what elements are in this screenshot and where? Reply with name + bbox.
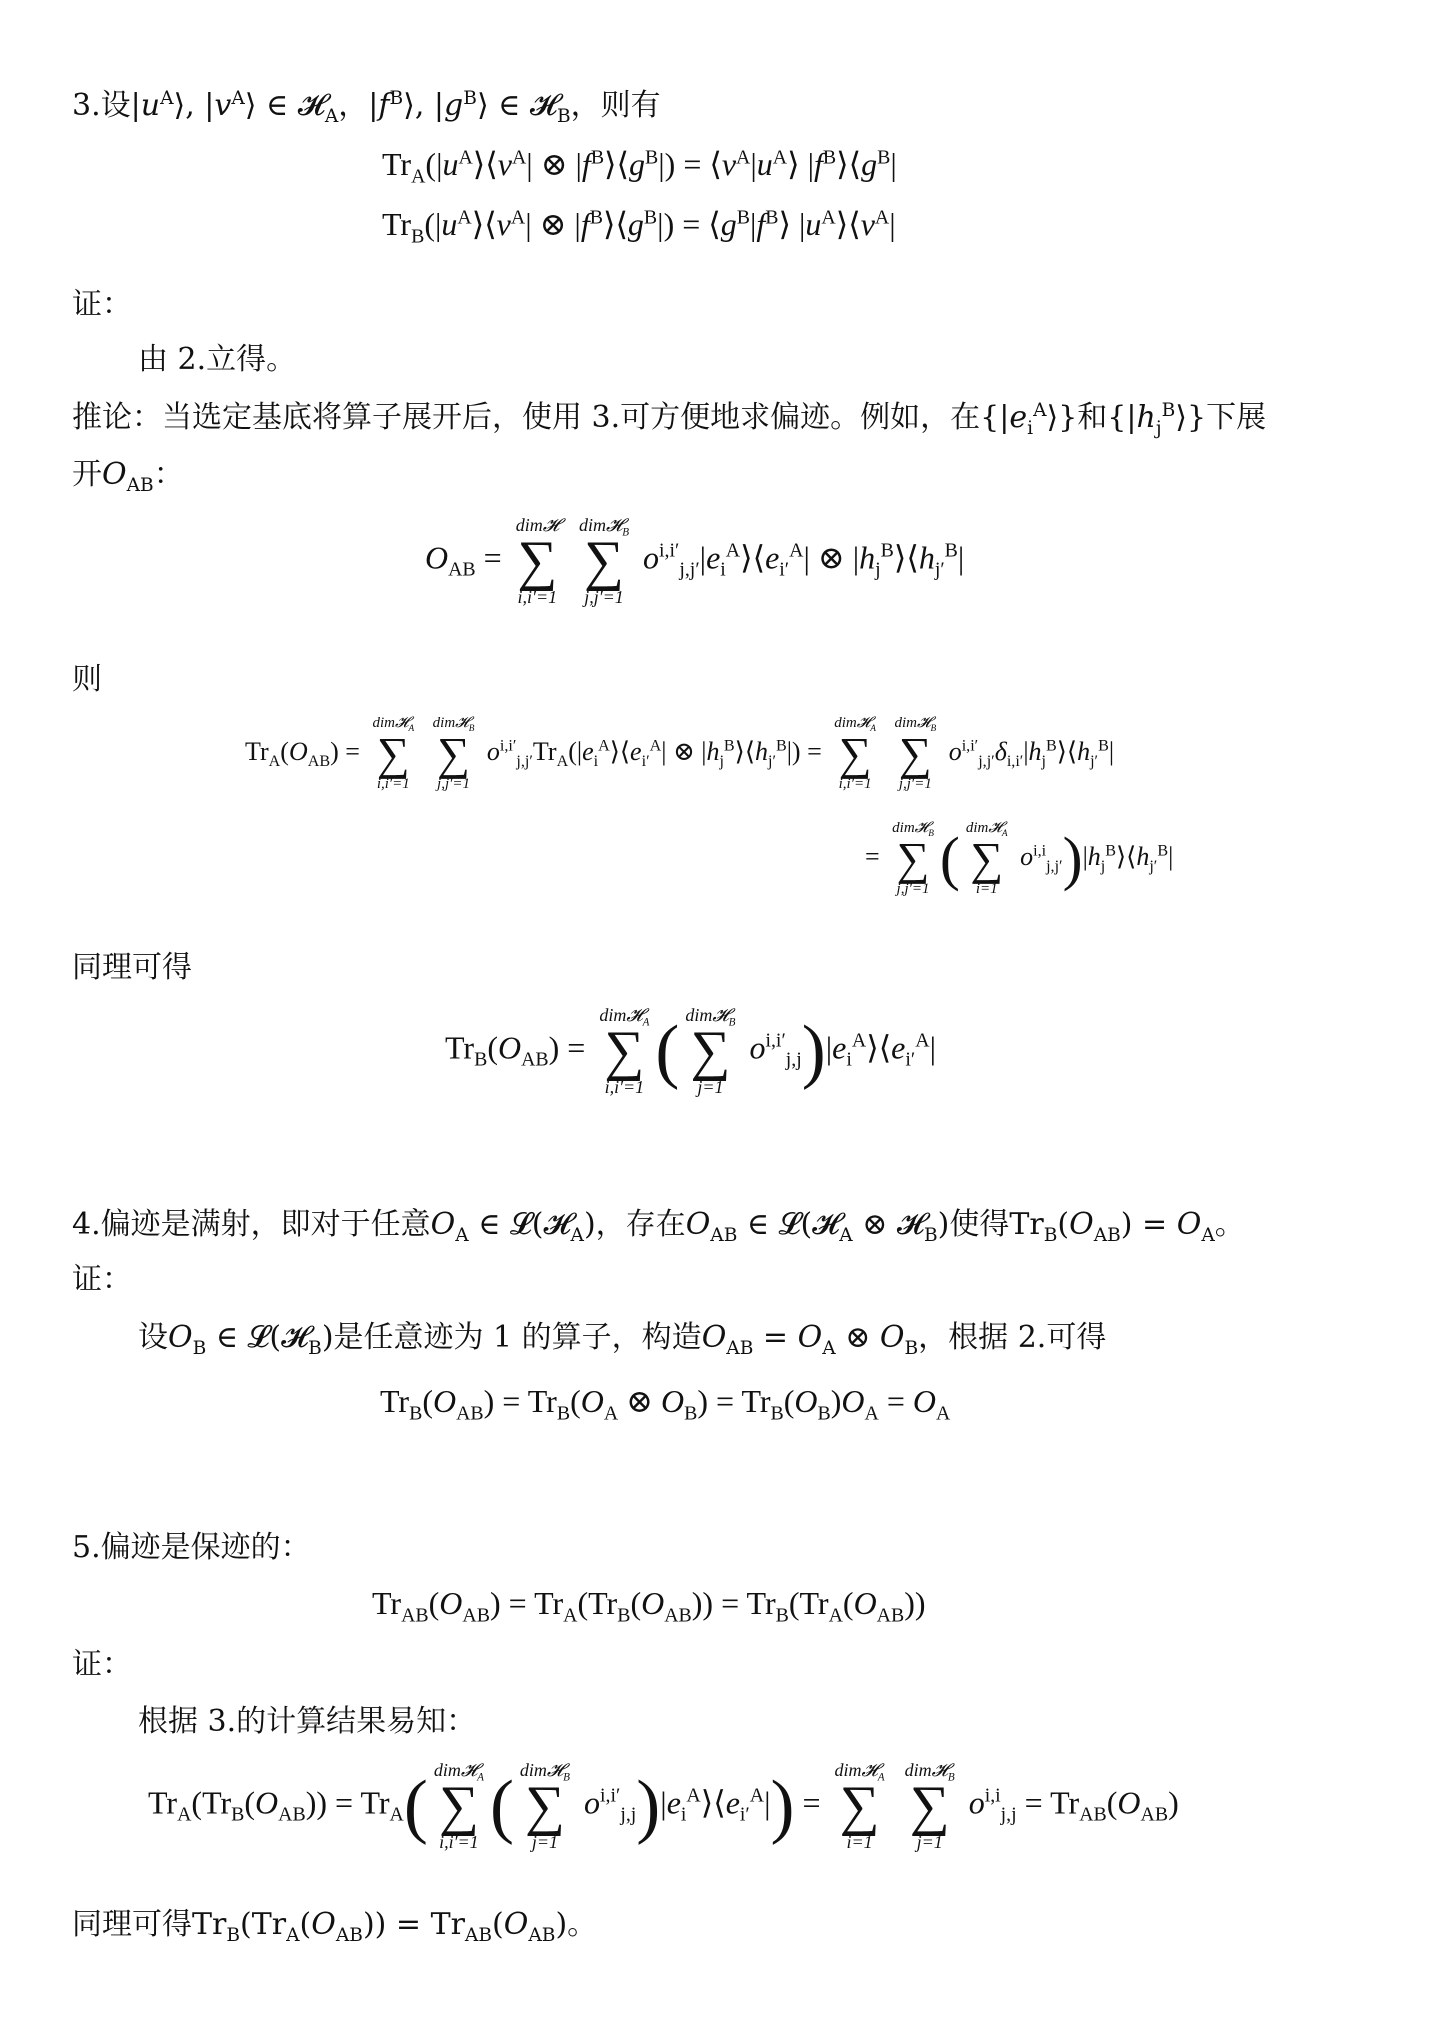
item3-statement: 3.设$|u^A⟩$, $|v^A⟩$ ∈ 𝓗$_A$，$|f^B⟩$, $|g^B⟩$ ∈ 𝓗$_B$，则有	[72, 88, 661, 127]
item5-proof-eq: $Tr_A(Tr_B(O_{AB})) = Tr_A$( dim𝓗$_A$ ∑ i,i′=1 ( dim𝓗$_B$ ∑ j=1 $o^{i,i'}_{j,j})|e_i^A⟩⟨e_{i'}^A|$) = dim𝓗$_A$ ∑ i=1 dim𝓗$_B$ ∑ j=1 $o^{i,i}_{j,j} = Tr_{AB}(O_{AB})$	[148, 1760, 1179, 1852]
item3-eq2: $Tr_B(|u^A⟩⟨v^A|$ ⊗ $|f^B⟩⟨g^B|$) = $⟨g^B|f^B⟩$ $|u^A⟩⟨v^A|$	[382, 206, 896, 248]
item4-eq: $Tr_B(O_{AB}) = Tr_B(O_A$ ⊗ $O_B) = Tr_B(O_B)O_A = O_A$	[380, 1383, 951, 1425]
then-label: 则	[72, 662, 102, 697]
similarly-label: 同理可得	[72, 950, 192, 985]
item4-statement: 4.偏迹是满射，即对于任意$O_A$ ∈ 𝓛(𝓗$_A$)，存在$O_{AB}$ ∈ 𝓛(𝓗$_A$ ⊗ 𝓗$_B$)使得$Tr_B(O_{AB}) = O_A$。	[72, 1207, 1245, 1246]
item5-proof-label: 证：	[72, 1647, 132, 1682]
item5-conclusion: 同理可得$Tr_B(Tr_A(O_{AB})) = Tr_{AB}(O_{AB})$。	[72, 1907, 598, 1946]
item4-proof-text: 设$O_B$ ∈ 𝓛(𝓗$_B$)是任意迹为 1 的算子，构造$O_{AB} = O_A$ ⊗ $O_B$，根据 2.可得	[138, 1320, 1107, 1359]
traceB-eq: $Tr_B(O_{AB})$ = dim𝓗$_A$ ∑ i,i′=1 ( dim𝓗$_B$ ∑ j=1 $o^{i,i'}_{j,j})|e_i^A⟩⟨e_{i'}^A|$	[445, 1005, 936, 1097]
item5-statement: 5.偏迹是保迹的：	[72, 1530, 311, 1565]
expansion-eq: $O_{AB}$ = dim𝓗 ∑ i,i′=1 dim𝓗$_B$ ∑ j,j′=1 $o^{i,i'}_{j,j'}|e_i^A⟩⟨e_{i'}^A|$ ⊗ $|h_j^B⟩⟨h_{j'}^B|$	[425, 515, 965, 607]
item3-eq1: $Tr_A(|u^A⟩⟨v^A|$ ⊗ $|f^B⟩⟨g^B|$) = $⟨v^A|u^A⟩$ $|f^B⟩⟨g^B|$	[382, 146, 897, 188]
item5-proof-text: 根据 3.的计算结果易知：	[138, 1704, 477, 1739]
item4-proof-label: 证：	[72, 1262, 132, 1297]
corollary-line1: 推论：当选定基底将算子展开后，使用 3.可方便地求偏迹。例如，在$\{|e_i^A⟩\}$和$\{|h_j^B⟩\}$下展	[72, 400, 1267, 439]
corollary-line2: 开$O_{AB}$：	[72, 457, 184, 496]
traceA-line2: = dim𝓗$_B$ ∑ j,j′=1 ( dim𝓗$_A$ ∑ i=1 $o^{i,i}_{j,j'})|h_j^B⟩⟨h_{j'}^B|$	[865, 820, 1174, 897]
item3-proof-label: 证：	[72, 287, 132, 322]
item3-proof-text: 由 2.立得。	[138, 342, 297, 377]
traceA-line1: $Tr_A(O_{AB})$ = dim𝓗$_A$ ∑ i,i′=1 dim𝓗$_B$ ∑ j,j′=1 $o^{i,i'}_{j,j'}Tr_A(|e_i^A⟩⟨e_{i'}^A|$ ⊗ $|h_j^B⟩⟨h_{j'}^B|$) = dim𝓗$_A$ ∑ i,i′=1 dim𝓗$_B$ ∑ j,j′=1 $o^{i,i'}_{j,j'}\delta_{i,i'}|h_j^B⟩⟨h_{j'}^B|$	[245, 715, 1115, 792]
item5-eq: $Tr_{AB}(O_{AB}) = Tr_A(Tr_B(O_{AB})) = Tr_B(Tr_A(O_{AB}))$	[372, 1585, 926, 1627]
